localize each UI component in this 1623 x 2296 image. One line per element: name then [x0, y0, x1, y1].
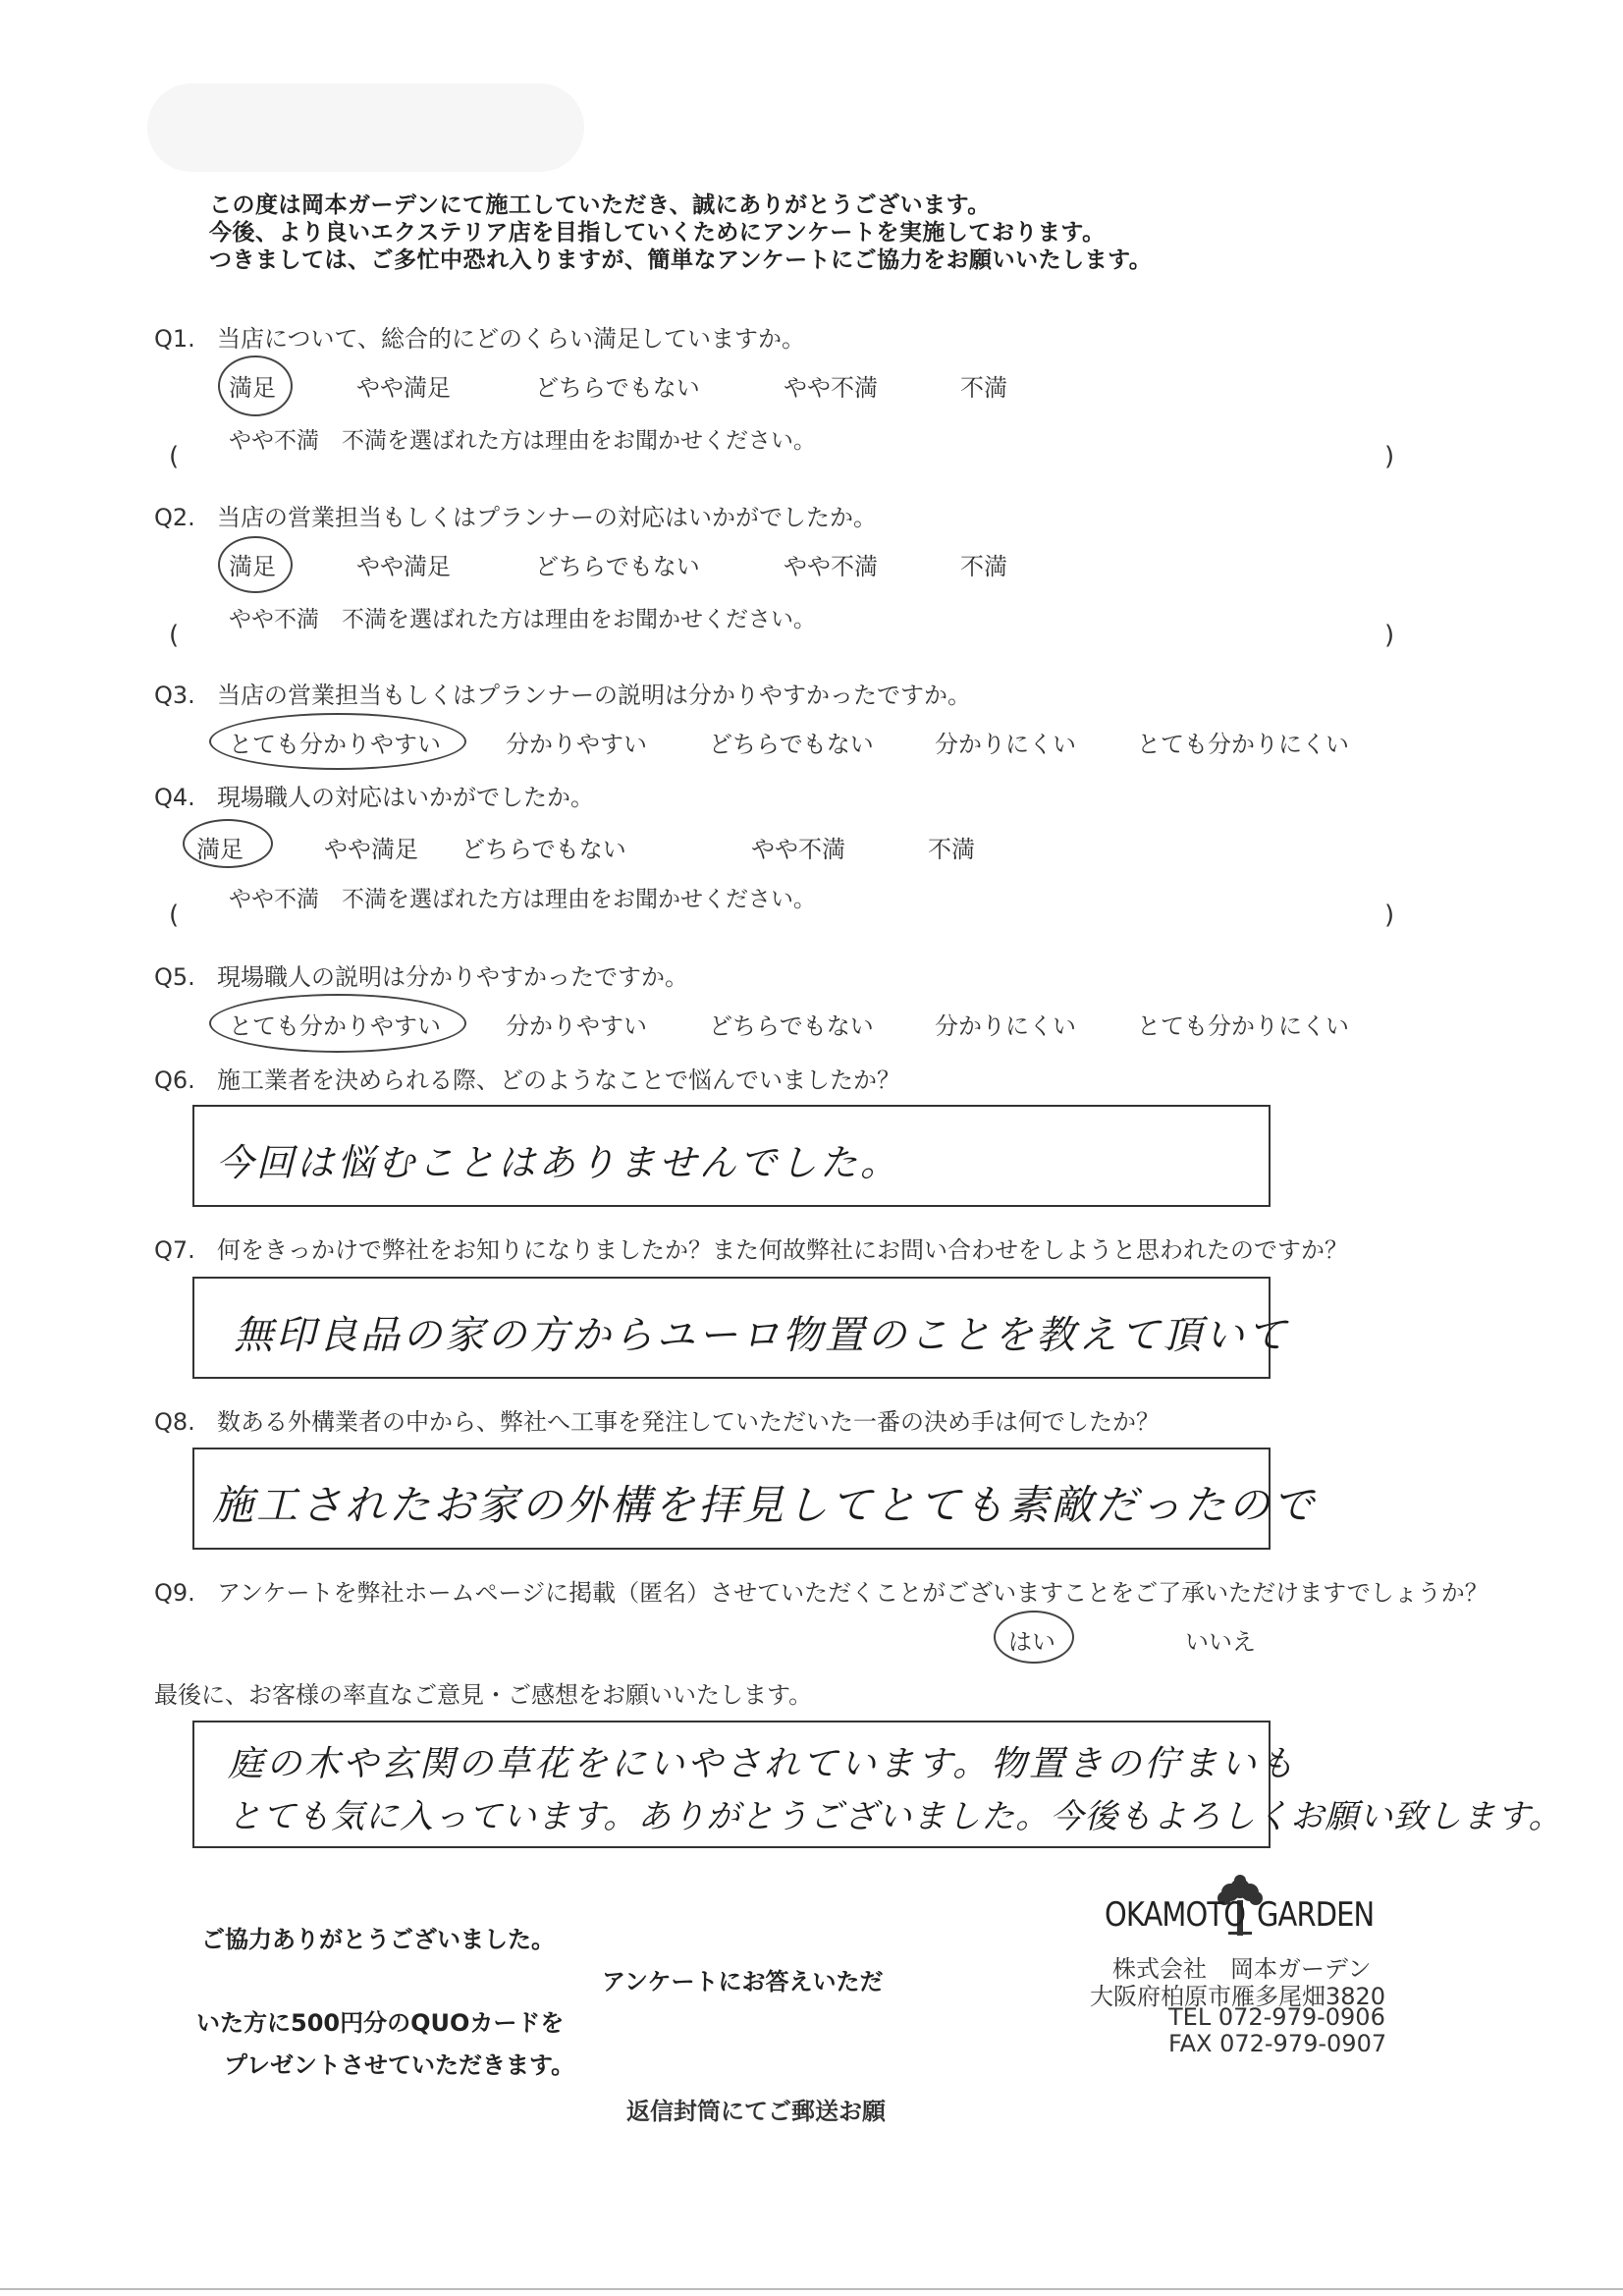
q4-option-1[interactable]: 満足 — [196, 836, 243, 863]
q2-selection-circle — [218, 536, 293, 593]
thanks-line-3: いた方に500円分のQUOカードを — [196, 2009, 565, 2037]
q2-text: 当店の営業担当もしくはプランナーの対応はいかがでしたか。 — [217, 504, 877, 531]
q2-option-3[interactable]: どちらでもない — [535, 553, 700, 580]
q4-question — [154, 778, 594, 812]
company-name: 株式会社 岡本ガーデン — [1112, 1955, 1372, 1983]
q1-paren-open: ( — [169, 442, 180, 471]
q7-answer: 無印良品の家の方からユーロ物置のことを教えて頂いて — [234, 1313, 1289, 1358]
logo-text-okamoto: OKAMOTO — [1105, 1895, 1246, 1935]
q8-answer: 施工されたお家の外構を拝見してとても素敵だったので — [212, 1481, 1318, 1529]
q4-option-2[interactable]: やや満足 — [324, 836, 418, 863]
q8-text: 数ある外構業者の中から、弊社へ工事を発注していただいた一番の決め手は何でしたか？ — [217, 1408, 1160, 1436]
q9-question — [154, 1573, 1488, 1608]
q7-answer-box[interactable] — [192, 1277, 1289, 1379]
intro-line-2: 今後、より良いエクステリア店を目指していくためにアンケートを実施しております。 — [209, 220, 1106, 246]
q1-option-4[interactable]: やや不満 — [784, 374, 878, 402]
q2-reason-prompt: やや不満 不満を選ばれた方は理由をお聞かせください。 — [229, 607, 816, 632]
q2-option-1[interactable]: 満足 — [229, 553, 276, 580]
thanks-line-5-cut: 返信封筒にてご郵送お願 — [626, 2098, 886, 2125]
q5-option-3[interactable]: どちらでもない — [709, 1012, 874, 1040]
company-fax: FAX 072-979-0907 — [1168, 2030, 1387, 2057]
q4-option-5[interactable]: 不満 — [928, 836, 975, 863]
q5-number: Q5. — [154, 963, 195, 991]
thanks-line-4: プレゼントさせていただきます。 — [224, 2051, 575, 2079]
intro-line-1: この度は岡本ガーデンにて施工していただき、誠にありがとうございます。 — [209, 192, 991, 218]
q5-question — [154, 957, 688, 992]
final-answer-line-2: とても気に入っています。ありがとうございました。今後もよろしくお願い致します。 — [228, 1797, 1563, 1836]
q1-option-5[interactable]: 不満 — [960, 374, 1007, 402]
thanks-line-2: アンケートにお答えいただ — [602, 1968, 884, 1995]
q6-number: Q6. — [154, 1066, 195, 1094]
q7-question — [154, 1230, 1348, 1265]
q8-number: Q8. — [154, 1408, 195, 1436]
intro-line-3: つきましては、ご多忙中恐れ入りますが、簡単なアンケートにご協力をお願いいたします。 — [209, 247, 1153, 273]
q3-number: Q3. — [154, 682, 195, 709]
q3-option-2[interactable]: 分かりやすい — [506, 731, 647, 758]
q2-option-5[interactable]: 不満 — [960, 553, 1007, 580]
logo-text-garden: GARDEN — [1257, 1895, 1375, 1935]
q3-question — [154, 676, 971, 710]
q1-reason-prompt: やや不満 不満を選ばれた方は理由をお聞かせください。 — [229, 428, 816, 454]
q6-answer-box[interactable] — [192, 1105, 1271, 1207]
q5-option-4[interactable]: 分かりにくい — [935, 1012, 1076, 1040]
q3-option-4[interactable]: 分かりにくい — [935, 731, 1076, 758]
q4-reason-prompt: やや不満 不満を選ばれた方は理由をお聞かせください。 — [229, 887, 816, 912]
q1-option-2[interactable]: やや満足 — [356, 374, 451, 402]
q4-option-3[interactable]: どちらでもない — [461, 836, 626, 863]
q9-option-no[interactable]: いいえ — [1185, 1628, 1256, 1656]
q3-selection-circle — [209, 713, 466, 770]
q1-question — [154, 319, 805, 354]
q3-option-5[interactable]: とても分かりにくい — [1137, 731, 1349, 758]
q4-text: 現場職人の対応はいかがでしたか。 — [217, 784, 594, 811]
final-answer-box[interactable] — [192, 1721, 1563, 1848]
q6-question — [154, 1061, 900, 1095]
q1-selection-circle — [218, 355, 293, 416]
q6-text: 施工業者を決められる際、どのようなことで悩んでいましたか？ — [217, 1066, 900, 1094]
q6-answer: 今回は悩むことはありませんでした。 — [216, 1141, 901, 1184]
q9-option-yes[interactable]: はい — [1008, 1628, 1055, 1656]
q4-option-4[interactable]: やや不満 — [751, 836, 845, 863]
q4-selection-circle — [183, 819, 273, 868]
q4-number: Q4. — [154, 784, 195, 811]
q1-text: 当店について、総合的にどのくらい満足していますか。 — [217, 325, 806, 353]
q3-option-3[interactable]: どちらでもない — [709, 731, 874, 758]
q1-option-1[interactable]: 満足 — [229, 374, 276, 402]
q5-text: 現場職人の説明は分かりやすかったですか。 — [217, 963, 688, 991]
q5-selection-circle — [209, 994, 466, 1053]
scan-smudge — [147, 83, 584, 172]
q3-option-1[interactable]: とても分かりやすい — [229, 731, 441, 758]
company-tel: TEL 072-979-0906 — [1168, 2003, 1385, 2031]
q9-text: アンケートを弊社ホームページに掲載（匿名）させていただくことがございますことをご了承いただけますでしょうか？ — [217, 1579, 1488, 1607]
q1-paren-close: ) — [1384, 442, 1395, 471]
q2-paren-close: ) — [1384, 621, 1395, 650]
q2-number: Q2. — [154, 504, 195, 531]
q4-paren-open: ( — [169, 901, 180, 930]
q7-text: 何をきっかけで弊社をお知りになりましたか？また何故弊社にお問い合わせをしようと思われたのですか？ — [217, 1236, 1348, 1264]
thanks-line-1: ご協力ありがとうございました。 — [201, 1926, 555, 1953]
q1-option-3[interactable]: どちらでもない — [535, 374, 700, 402]
q5-option-2[interactable]: 分かりやすい — [506, 1012, 647, 1040]
q7-number: Q7. — [154, 1236, 195, 1264]
company-address: 大阪府柏原市雁多尾畑3820 — [1090, 1983, 1386, 2010]
scan-edge-line — [0, 2288, 1623, 2290]
q5-option-5[interactable]: とても分かりにくい — [1137, 1012, 1349, 1040]
q2-option-2[interactable]: やや満足 — [356, 553, 451, 580]
q8-answer-box[interactable] — [192, 1448, 1318, 1550]
q1-number: Q1. — [154, 325, 195, 353]
q2-option-4[interactable]: やや不満 — [784, 553, 878, 580]
q2-paren-open: ( — [169, 621, 180, 650]
q2-question — [154, 498, 877, 532]
q4-paren-close: ) — [1384, 901, 1395, 930]
final-question: 最後に、お客様の率直なご意見・ご感想をお願いいたします。 — [154, 1681, 813, 1709]
q9-number: Q9. — [154, 1579, 195, 1607]
final-answer-line-1: 庭の木や玄関の草花をにいやされています。物置きの佇まいも — [228, 1744, 1298, 1784]
q8-question — [154, 1402, 1160, 1437]
q3-text: 当店の営業担当もしくはプランナーの説明は分かりやすかったですか。 — [217, 682, 971, 709]
q9-selection-circle — [994, 1611, 1074, 1664]
q5-option-1[interactable]: とても分かりやすい — [229, 1012, 441, 1040]
